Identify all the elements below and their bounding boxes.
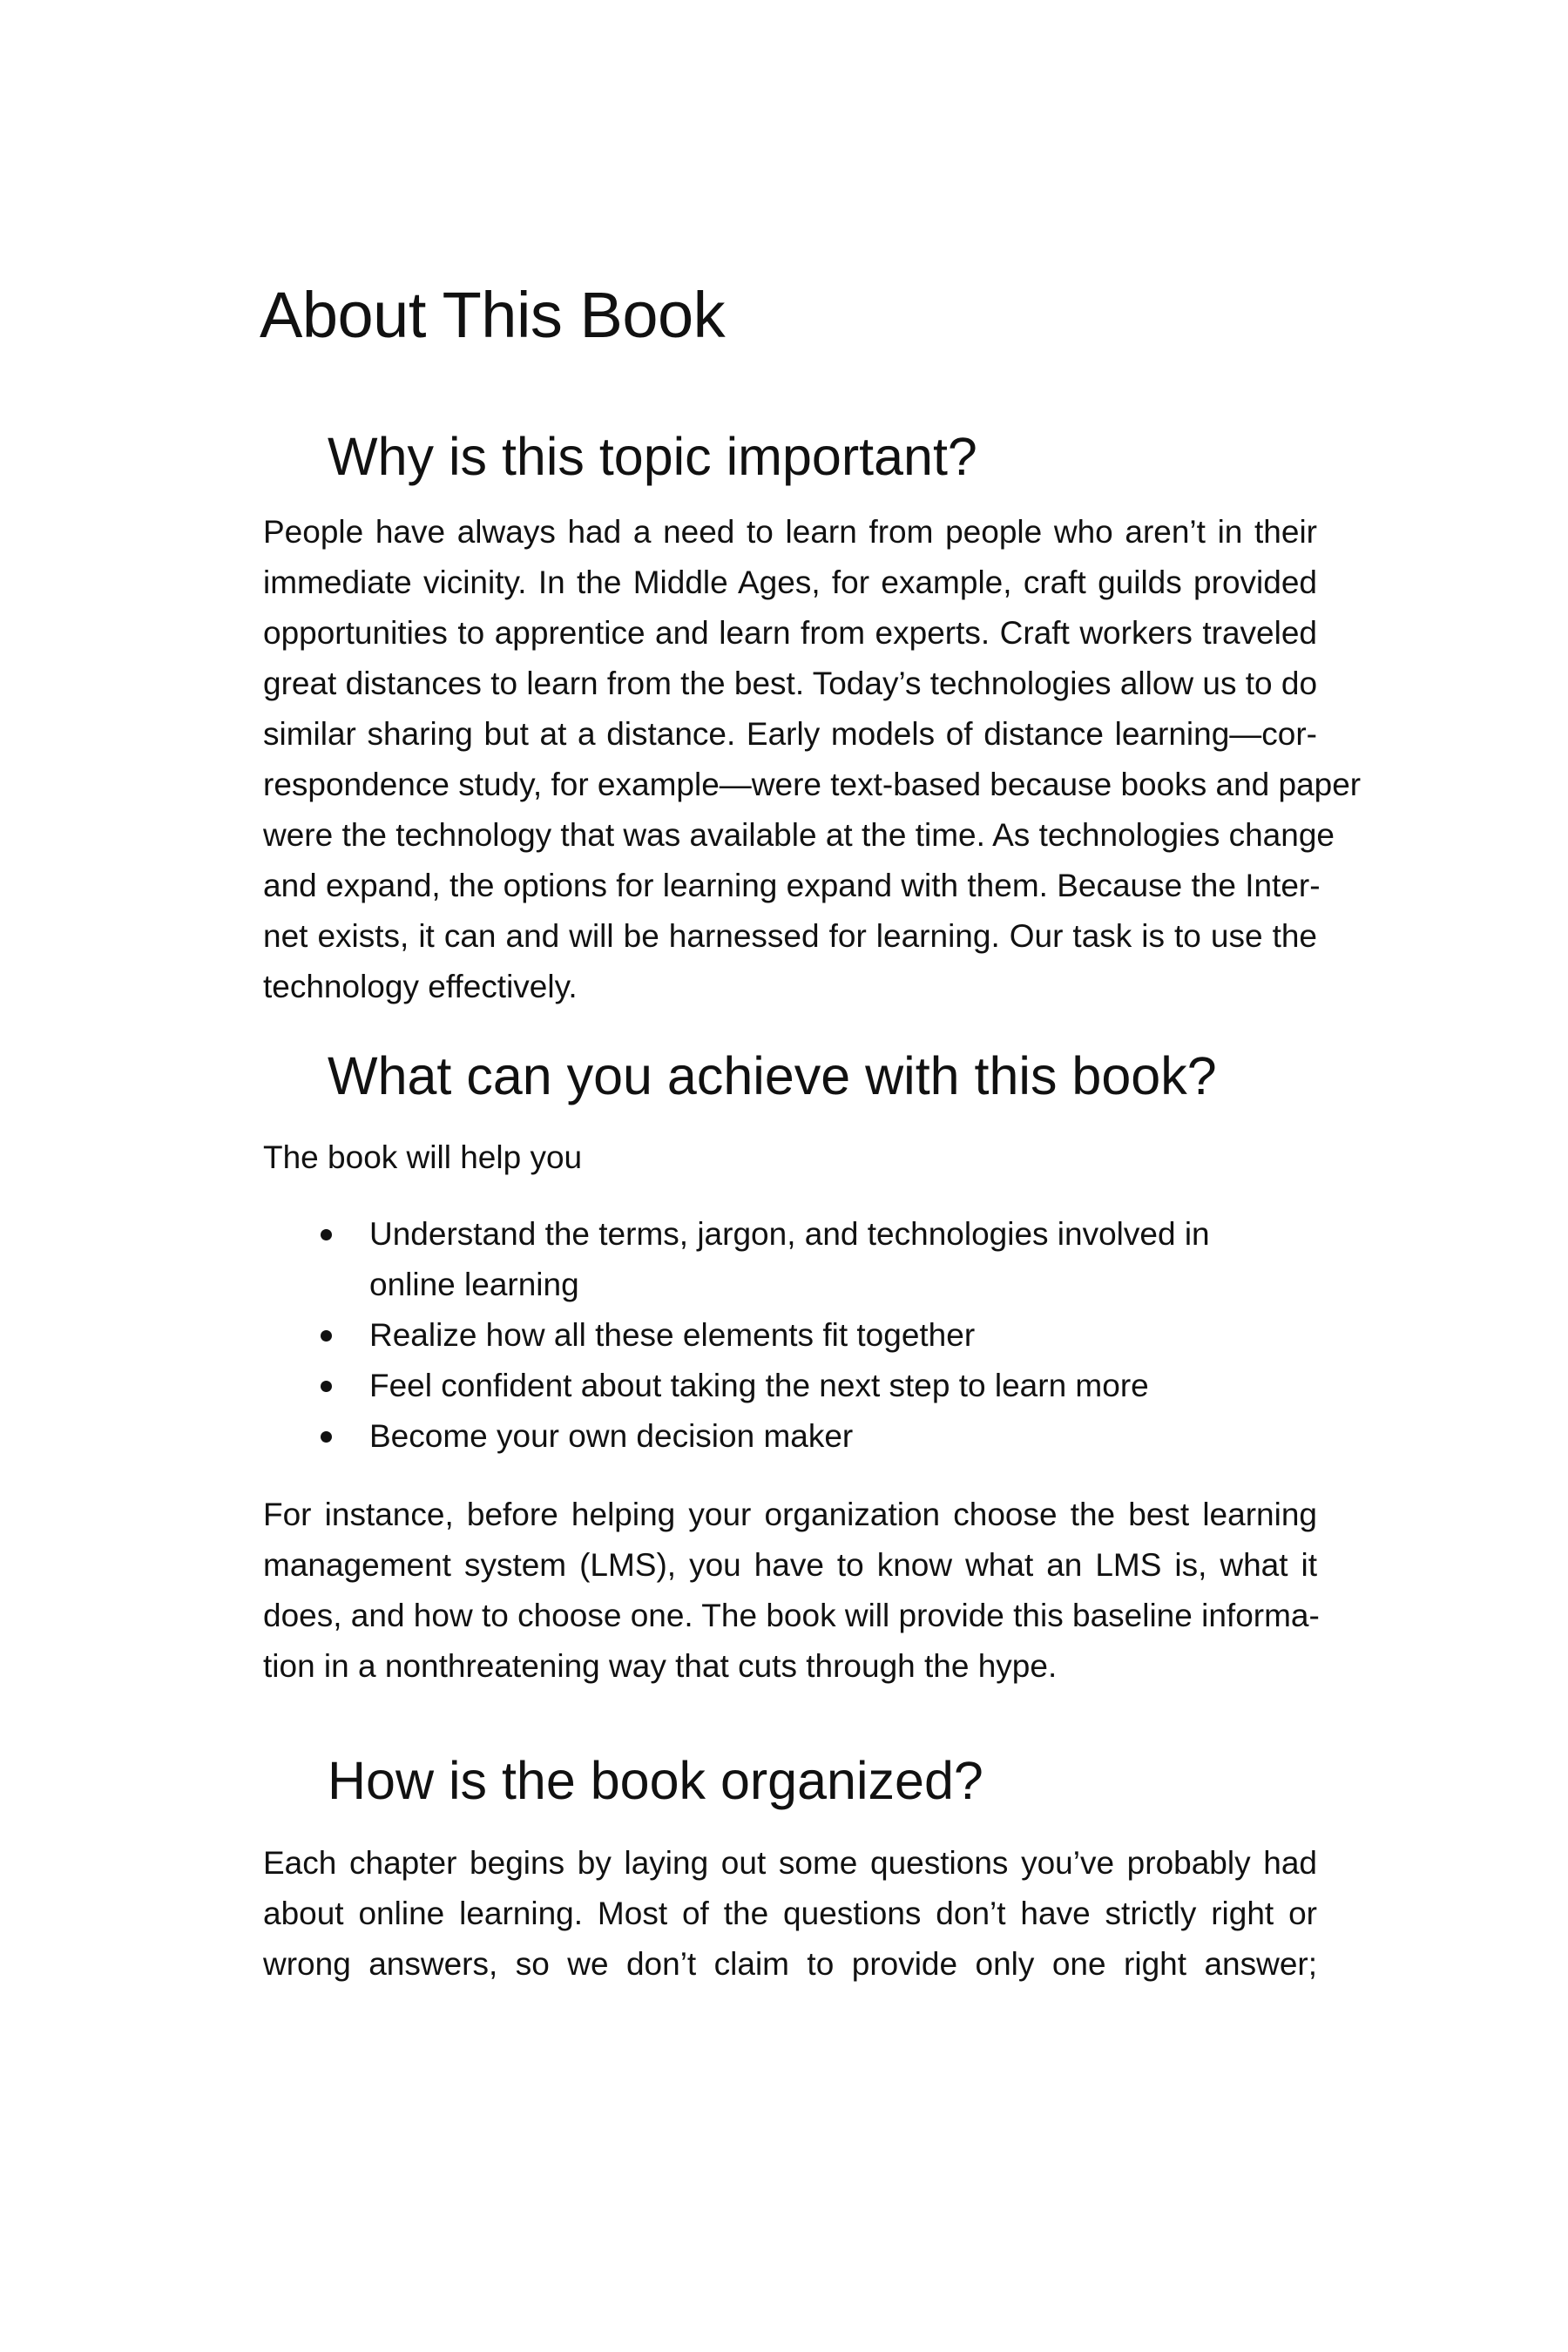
list-item	[263, 1361, 1317, 1411]
list-item	[263, 1209, 1317, 1310]
text-line: technology effectively.	[263, 969, 578, 1004]
list-item	[263, 1310, 1317, 1361]
text-line: management system (LMS), you have to know what an LMS is, what it	[263, 1547, 1317, 1583]
text-line: net exists, it can and will be harnessed for learning. Our task is to use the	[263, 918, 1317, 954]
text-line: were the technology that was available at the time. As technologies change	[263, 817, 1335, 853]
text-line: does, and how to choose one. The book will provide this baseline informa-	[263, 1598, 1320, 1633]
list-item-text: Become your own decision maker	[369, 1418, 854, 1454]
text-line: and expand, the options for learning expand with them. Because the Inter-	[263, 868, 1321, 903]
paragraph-why-important	[263, 507, 1362, 1012]
bullet-icon	[321, 1229, 332, 1240]
list-item	[263, 1411, 1317, 1462]
text-line: wrong answers, so we don’t claim to provide only one right answer;	[263, 1946, 1317, 1982]
list-item-text: Realize how all these elements fit together	[369, 1317, 976, 1353]
page-title: About This Book	[260, 279, 726, 351]
text-line: The book will help you	[263, 1139, 583, 1175]
text-line: For instance, before helping your organization choose the best learning	[263, 1497, 1317, 1532]
intro-achieve	[263, 1132, 1317, 1183]
text-line: Each chapter begins by laying out some questions you’ve probably had	[263, 1845, 1317, 1881]
text-line: opportunities to apprentice and learn from experts. Craft workers traveled	[263, 615, 1317, 651]
bullet-icon	[321, 1381, 332, 1392]
paragraph-organized	[263, 1838, 1317, 1990]
list-item-text: Feel confident about taking the next step to learn more	[369, 1368, 1149, 1403]
text-line: respondence study, for example—were text-based because books and paper	[263, 767, 1362, 802]
section-heading-organized: How is the book organized?	[328, 1751, 983, 1810]
bullet-icon	[321, 1431, 332, 1443]
text-line: People have always had a need to learn from people who aren’t in their	[263, 514, 1317, 550]
section-heading-why-important: Why is this topic important?	[328, 427, 977, 486]
text-line: immediate vicinity. In the Middle Ages, for example, craft guilds provided	[263, 564, 1317, 600]
paragraph-achieve	[263, 1490, 1320, 1692]
text-line: similar sharing but at a distance. Early models of distance learning—cor-	[263, 716, 1317, 752]
text-line: about online learning. Most of the questions don’t have strictly right or	[263, 1896, 1317, 1931]
section-heading-achieve: What can you achieve with this book?	[328, 1046, 1217, 1105]
text-line: tion in a nonthreatening way that cuts through the hype.	[263, 1648, 1058, 1684]
bullet-icon	[321, 1330, 332, 1342]
list-item-text: Understand the terms, jargon, and technologies involved in online learning	[369, 1216, 1210, 1302]
benefits-list	[263, 1209, 1317, 1462]
text-line: great distances to learn from the best. Today’s technologies allow us to do	[263, 666, 1318, 701]
